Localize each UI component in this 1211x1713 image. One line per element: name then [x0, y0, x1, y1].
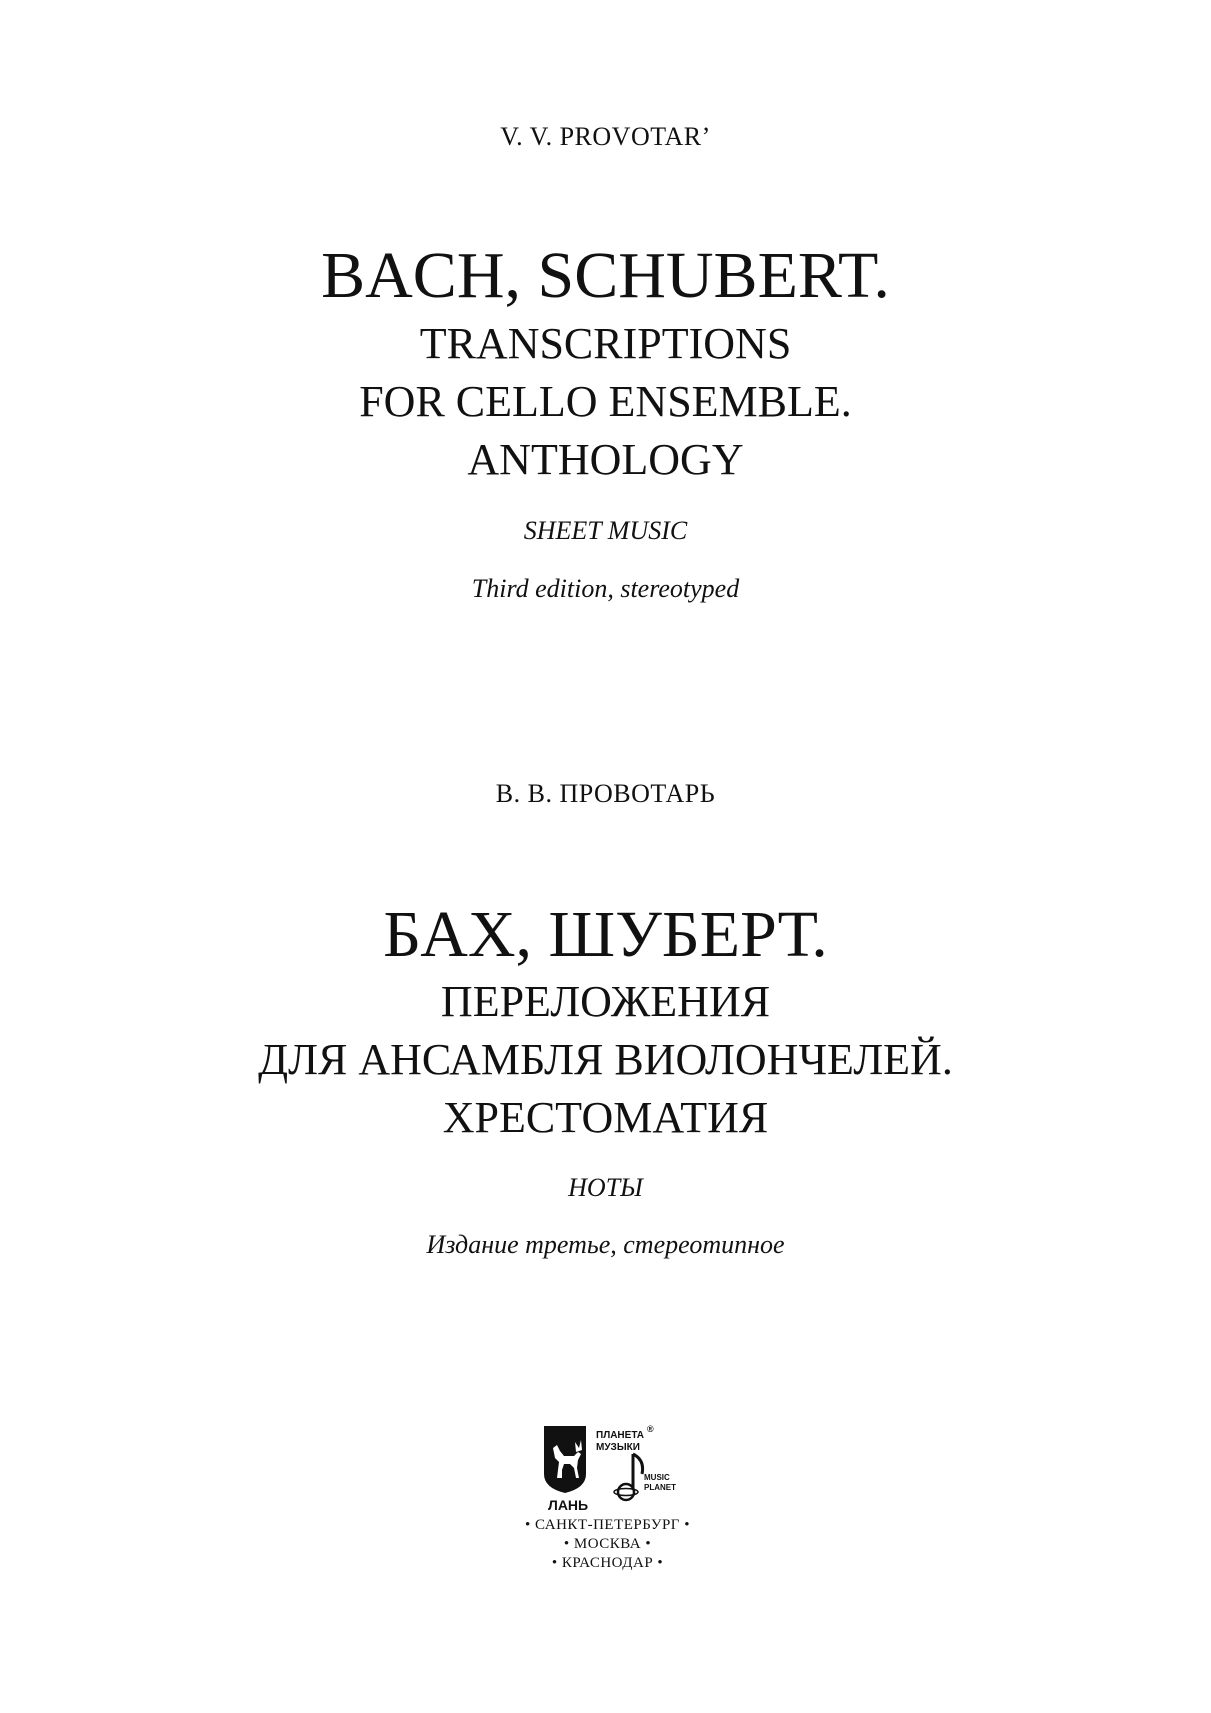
title-english-line-1: BACH, SCHUBERT. [321, 239, 890, 312]
publisher-logos [520, 1418, 695, 1513]
city-krasnodar: • КРАСНОДАР • [551, 1555, 664, 1571]
publication-type-russian: НОТЫ [568, 1173, 643, 1202]
title-russian-line-4: ХРЕСТОМАТИЯ [442, 1093, 769, 1142]
music-planet-line-2: PLANET [644, 1483, 676, 1492]
lan-deer-logo-icon [544, 1426, 586, 1493]
city-saint-petersburg: • САНКТ-ПЕТЕРБУРГ • [525, 1517, 690, 1533]
title-english-line-3: FOR CELLO ENSEMBLE. [359, 377, 852, 426]
music-planet-line-1: MUSIC [644, 1473, 670, 1482]
registered-mark: ® [647, 1424, 654, 1434]
planet-logo-line-2: МУЗЫКИ [596, 1442, 640, 1453]
publication-type-english: SHEET MUSIC [523, 516, 688, 545]
edition-russian: Издание третье, стереотипное [426, 1230, 785, 1259]
planet-logo-line-1: ПЛАНЕТА [596, 1430, 645, 1441]
publisher-block [520, 1418, 695, 1570]
author-russian: В. В. ПРОВОТАРЬ [495, 779, 716, 808]
title-russian-line-2: ПЕРЕЛОЖЕНИЯ [440, 977, 771, 1026]
city-moscow: • МОСКВА • [563, 1536, 652, 1552]
edition-english: Third edition, stereotyped [471, 574, 740, 603]
title-english-line-2: TRANSCRIPTIONS [419, 319, 792, 368]
music-planet-logo-icon [596, 1424, 676, 1500]
author-english: V. V. PROVOTAR’ [500, 122, 711, 151]
lan-logo-text: ЛАНЬ [548, 1497, 589, 1513]
title-russian-line-3: ДЛЯ АНСАМБЛЯ ВИОЛОНЧЕЛЕЙ. [258, 1035, 953, 1084]
title-english-line-4: ANTHOLOGY [467, 435, 744, 484]
title-russian-line-1: БАХ, ШУБЕРТ. [383, 898, 828, 971]
